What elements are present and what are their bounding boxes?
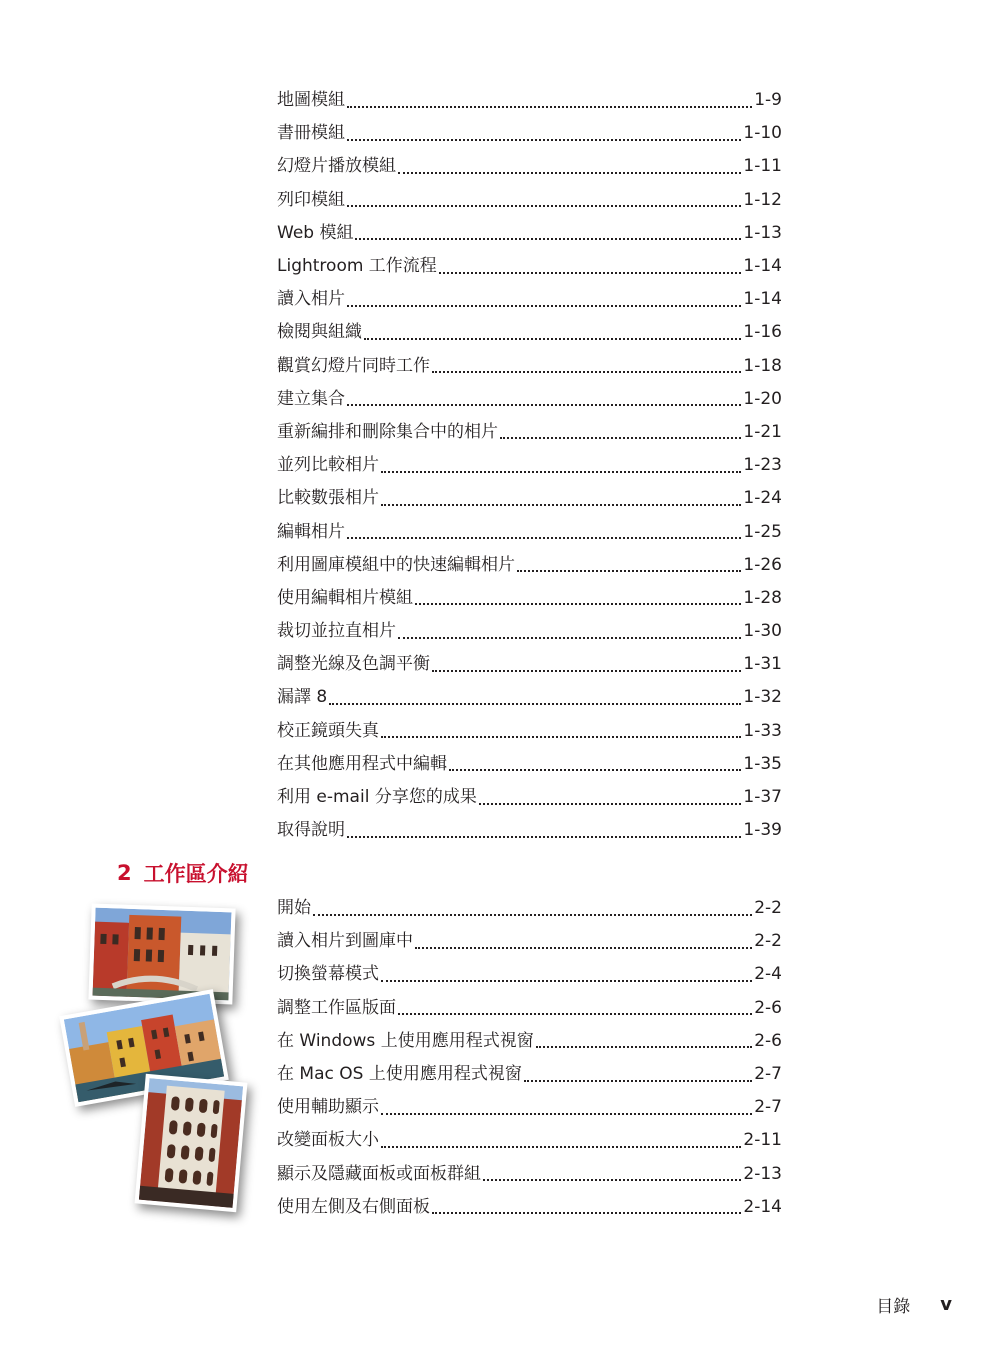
toc-entry-page: 1-33 xyxy=(743,720,782,741)
toc-entry xyxy=(277,748,782,781)
toc-entry xyxy=(277,217,782,250)
toc-entry xyxy=(277,549,782,582)
dot-leader xyxy=(536,1046,753,1048)
dot-leader xyxy=(483,1179,741,1181)
toc-entry-title: 漏譯 8 xyxy=(277,687,328,708)
toc-entry-page: 2-7 xyxy=(754,1097,782,1118)
dot-leader xyxy=(439,272,742,274)
toc-entry-title: 在其他應用程式中編輯 xyxy=(277,753,447,774)
toc-entry xyxy=(277,925,782,958)
toc-entry-title: 檢閱與組織 xyxy=(277,322,362,343)
toc-entry-title: 在 Mac OS 上使用應用程式視窗 xyxy=(277,1064,522,1085)
dot-leader xyxy=(347,205,741,207)
venice-staircase-photo xyxy=(135,1074,248,1212)
toc-entry-page: 1-11 xyxy=(743,156,782,177)
toc-entry-title: 調整光線及色調平衡 xyxy=(277,654,430,675)
toc-entry-title: 利用 e-mail 分享您的成果 xyxy=(277,787,477,808)
toc-entry-page: 1-10 xyxy=(743,123,782,144)
toc-entry-page: 1-20 xyxy=(743,388,782,409)
toc-entry-page: 2-2 xyxy=(754,898,782,919)
toc-entry xyxy=(277,383,782,416)
toc-entry xyxy=(277,482,782,515)
toc-entry-page: 1-24 xyxy=(743,488,782,509)
toc-entry-title: 讀入相片 xyxy=(277,289,345,310)
toc-entry-page: 2-6 xyxy=(754,997,782,1018)
dot-leader xyxy=(432,1212,741,1214)
dot-leader xyxy=(398,637,741,639)
dot-leader xyxy=(500,437,741,439)
toc-entry-page: 1-23 xyxy=(743,455,782,476)
toc-entry-page: 1-31 xyxy=(743,654,782,675)
toc-entry-page: 1-39 xyxy=(743,820,782,841)
toc-section-2 xyxy=(277,892,782,1224)
toc-entry-title: 開始 xyxy=(277,898,311,919)
dot-leader xyxy=(347,106,752,108)
toc-entry xyxy=(277,681,782,714)
toc-entry xyxy=(277,958,782,991)
toc-entry-title: 改變面板大小 xyxy=(277,1130,379,1151)
dot-leader xyxy=(347,404,741,406)
dot-leader xyxy=(415,947,752,949)
toc-entry-title: 幻燈片播放模組 xyxy=(277,156,396,177)
toc-entry-title: 使用左側及右側面板 xyxy=(277,1196,430,1217)
toc-entry-page: 1-14 xyxy=(743,256,782,277)
toc-entry xyxy=(277,416,782,449)
dot-leader xyxy=(381,504,741,506)
toc-entry xyxy=(277,283,782,316)
toc-entry xyxy=(277,316,782,349)
dot-leader xyxy=(329,703,741,705)
toc-entry xyxy=(277,117,782,150)
toc-entry xyxy=(277,648,782,681)
venice-canal-photo xyxy=(88,904,235,1005)
toc-entry-title: 顯示及隱藏面板或面板群組 xyxy=(277,1163,481,1184)
toc-entry xyxy=(277,814,782,847)
toc-entry-page: 1-12 xyxy=(743,189,782,210)
toc-entry xyxy=(277,1124,782,1157)
toc-entry-page: 1-13 xyxy=(743,222,782,243)
toc-entry-title: 列印模組 xyxy=(277,189,345,210)
dot-leader xyxy=(381,1113,752,1115)
dot-leader xyxy=(347,537,741,539)
toc-entry-page: 2-11 xyxy=(743,1130,782,1151)
toc-entry xyxy=(277,781,782,814)
page-number: v xyxy=(940,1294,952,1315)
toc-entry-title: 觀賞幻燈片同時工作 xyxy=(277,355,430,376)
toc-entry-title: 重新編排和刪除集合中的相片 xyxy=(277,421,498,442)
toc-entry-page: 1-28 xyxy=(743,587,782,608)
toc-entry xyxy=(277,449,782,482)
toc-entry-title: Lightroom 工作流程 xyxy=(277,256,437,277)
toc-entry-title: 在 Windows 上使用應用程式視窗 xyxy=(277,1030,534,1051)
toc-entry-title: 校正鏡頭失真 xyxy=(277,720,379,741)
toc-entry-page: 1-9 xyxy=(754,90,782,111)
dot-leader xyxy=(347,305,741,307)
toc-entry xyxy=(277,1091,782,1124)
toc-entry-page: 2-7 xyxy=(754,1064,782,1085)
page-footer xyxy=(876,1292,952,1317)
dot-leader xyxy=(381,471,741,473)
dot-leader xyxy=(517,570,741,572)
toc-entry-title: 並列比較相片 xyxy=(277,455,379,476)
toc-entry-page: 1-18 xyxy=(743,355,782,376)
dot-leader xyxy=(381,736,741,738)
dot-leader xyxy=(347,836,741,838)
toc-entry-page: 1-21 xyxy=(743,421,782,442)
dot-leader xyxy=(479,803,742,805)
toc-entry-title: 取得說明 xyxy=(277,820,345,841)
toc-entry xyxy=(277,1158,782,1191)
toc-entry-title: 書冊模組 xyxy=(277,123,345,144)
toc-entry-page: 1-30 xyxy=(743,621,782,642)
dot-leader xyxy=(347,139,741,141)
toc-entry-title: Web 模組 xyxy=(277,222,354,243)
toc-entry-page: 2-13 xyxy=(743,1163,782,1184)
dot-leader xyxy=(432,371,741,373)
toc-entry xyxy=(277,715,782,748)
toc-entry-title: 切換螢幕模式 xyxy=(277,964,379,985)
toc-entry xyxy=(277,1025,782,1058)
toc-entry-title: 裁切並拉直相片 xyxy=(277,621,396,642)
toc-section-1 xyxy=(277,84,782,847)
toc-entry-title: 比較數張相片 xyxy=(277,488,379,509)
toc-entry-title: 使用輔助顯示 xyxy=(277,1097,379,1118)
footer-label: 目錄 xyxy=(876,1297,911,1317)
toc-entry-page: 2-2 xyxy=(754,931,782,952)
toc-entry xyxy=(277,992,782,1025)
toc-entry-page: 1-32 xyxy=(743,687,782,708)
toc-entry xyxy=(277,615,782,648)
dot-leader xyxy=(381,980,752,982)
toc-entry xyxy=(277,184,782,217)
dot-leader xyxy=(398,1013,752,1015)
toc-entry-page: 1-26 xyxy=(743,554,782,575)
toc-entry-page: 1-14 xyxy=(743,289,782,310)
toc-entry-title: 利用圖庫模組中的快速編輯相片 xyxy=(277,554,515,575)
dot-leader xyxy=(449,769,741,771)
dot-leader xyxy=(364,338,741,340)
dot-leader xyxy=(381,1146,741,1148)
toc-entry-page: 1-25 xyxy=(743,521,782,542)
toc-entry xyxy=(277,582,782,615)
toc-entry xyxy=(277,1058,782,1091)
toc-entry xyxy=(277,250,782,283)
toc-entry-page: 2-6 xyxy=(754,1030,782,1051)
dot-leader xyxy=(398,172,741,174)
toc-entry-title: 地圖模組 xyxy=(277,90,345,111)
toc-entry xyxy=(277,892,782,925)
toc-entry xyxy=(277,84,782,117)
toc-entry-page: 2-14 xyxy=(743,1196,782,1217)
toc-entry-title: 編輯相片 xyxy=(277,521,345,542)
toc-entry-title: 使用編輯相片模組 xyxy=(277,587,413,608)
toc-entry-title: 建立集合 xyxy=(277,388,345,409)
toc-entry xyxy=(277,150,782,183)
chapter-heading xyxy=(117,858,249,888)
dot-leader xyxy=(524,1080,752,1082)
toc-entry xyxy=(277,515,782,548)
toc-entry-page: 2-4 xyxy=(754,964,782,985)
chapter-number: 2 xyxy=(117,861,132,885)
toc-entry-title: 調整工作區版面 xyxy=(277,997,396,1018)
dot-leader xyxy=(313,914,752,916)
toc-entry xyxy=(277,350,782,383)
toc-entry-title: 讀入相片到圖庫中 xyxy=(277,931,413,952)
toc-entry xyxy=(277,1191,782,1224)
toc-entry-page: 1-16 xyxy=(743,322,782,343)
chapter-title: 工作區介紹 xyxy=(143,862,249,886)
toc-entry-page: 1-37 xyxy=(743,787,782,808)
dot-leader xyxy=(432,670,741,672)
toc-entry-page: 1-35 xyxy=(743,753,782,774)
dot-leader xyxy=(355,238,741,240)
dot-leader xyxy=(415,603,741,605)
